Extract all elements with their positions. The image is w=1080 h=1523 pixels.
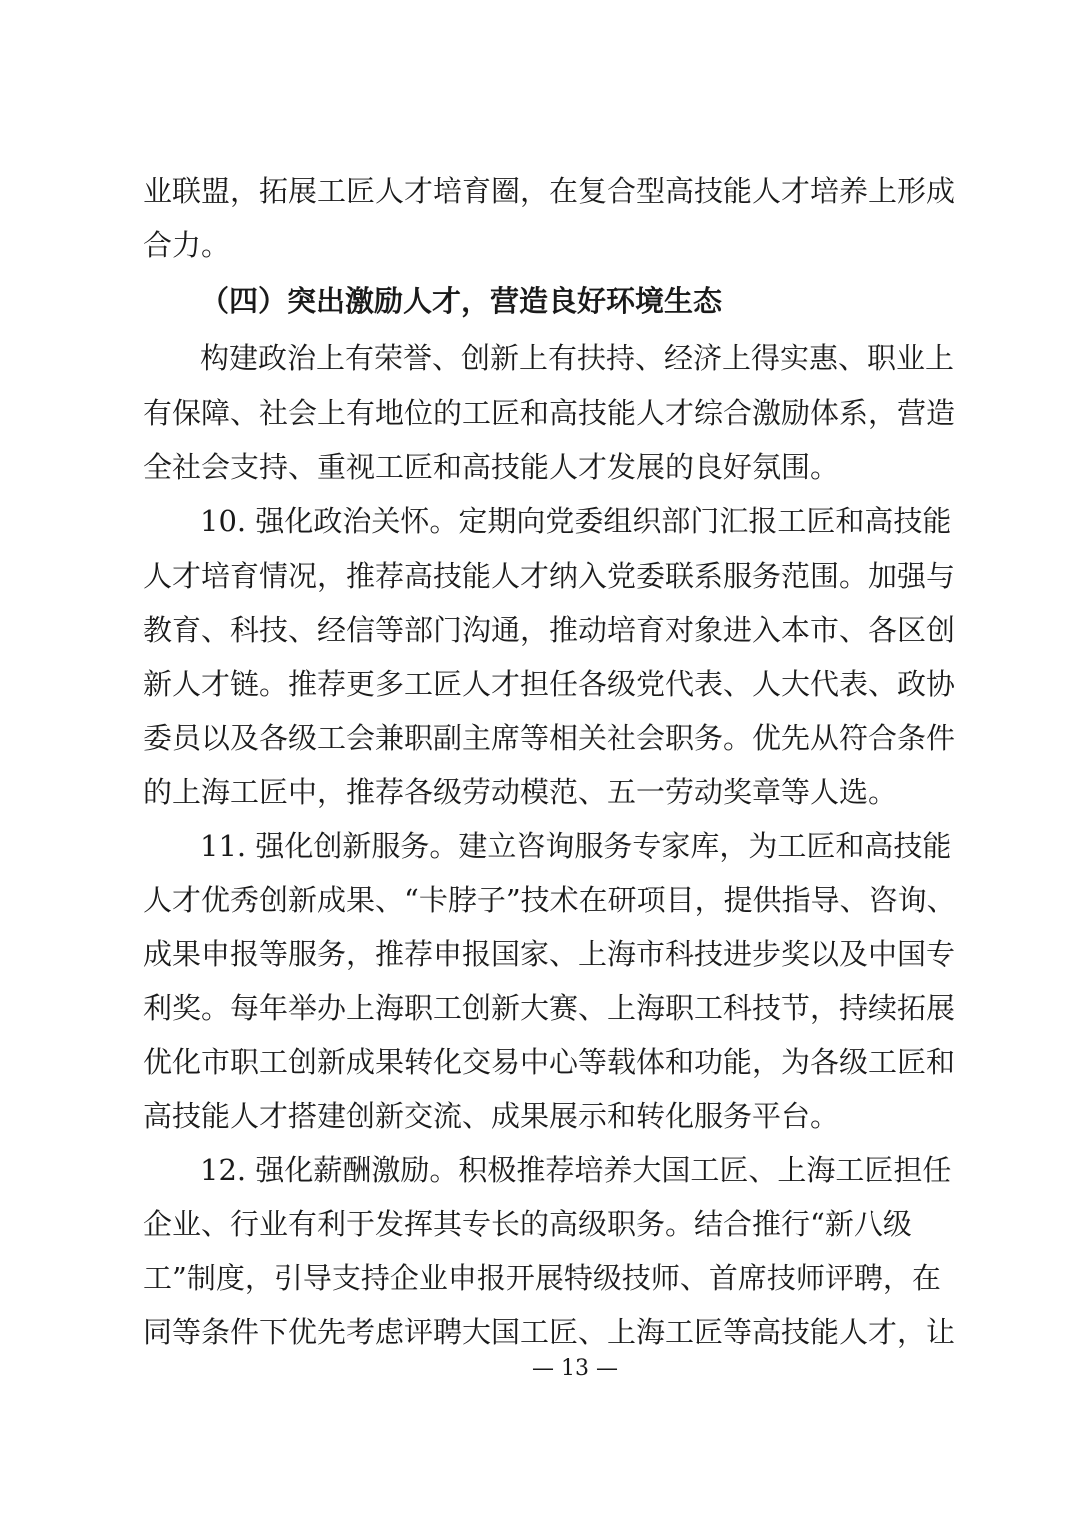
text-line: 人才培育情况，推荐高技能人才纳入党委联系服务范围。加强与 [143, 559, 956, 593]
section-heading: （四）突出激励人才，营造良好环境生态 [200, 284, 723, 318]
text-line: 合力。 [143, 228, 231, 262]
page-number-text: — 13 — [532, 1356, 618, 1381]
text-line: 利奖。每年举办上海职工创新大赛、上海职工科技节，持续拓展 [143, 991, 956, 1025]
text-line: 12. 强化薪酬激励。积极推荐培养大国工匠、上海工匠担任 [200, 1153, 952, 1187]
text-line: 人才优秀创新成果、“卡脖子”技术在研项目，提供指导、咨询、 [143, 883, 956, 917]
text-line: 新人才链。推荐更多工匠人才担任各级党代表、人大代表、政协 [143, 667, 956, 701]
text-line: 的上海工匠中，推荐各级劳动模范、五一劳动奖章等人选。 [143, 775, 898, 809]
text-line: 教育、科技、经信等部门沟通，推动培育对象进入本市、各区创 [143, 613, 956, 647]
text-line: 构建政治上有荣誉、创新上有扶持、经济上得实惠、职业上 [200, 341, 955, 375]
text-line: 有保障、社会上有地位的工匠和高技能人才综合激励体系，营造 [143, 396, 956, 430]
text-line: 优化市职工创新成果转化交易中心等载体和功能，为各级工匠和 [143, 1045, 956, 1079]
text-line: 业联盟，拓展工匠人才培育圈，在复合型高技能人才培养上形成 [143, 174, 956, 208]
text-line: 11. 强化创新服务。建立咨询服务专家库，为工匠和高技能 [200, 829, 952, 863]
text-line: 企业、行业有利于发挥其专长的高级职务。结合推行“新八级 [143, 1207, 912, 1241]
text-line: 委员以及各级工会兼职副主席等相关社会职务。优先从符合条件 [143, 721, 956, 755]
text-line: 10. 强化政治关怀。定期向党委组织部门汇报工匠和高技能 [200, 504, 952, 538]
text-line: 全社会支持、重视工匠和高技能人才发展的良好氛围。 [143, 450, 840, 484]
text-line: 同等条件下优先考虑评聘大国工匠、上海工匠等高技能人才，让 [143, 1315, 956, 1349]
text-line: 高技能人才搭建创新交流、成果展示和转化服务平台。 [143, 1099, 840, 1133]
text-line: 成果申报等服务，推荐申报国家、上海市科技进步奖以及中国专 [143, 937, 956, 971]
page-number [0, 1354, 1080, 1384]
text-line: 工”制度，引导支持企业申报开展特级技师、首席技师评聘，在 [143, 1261, 941, 1295]
